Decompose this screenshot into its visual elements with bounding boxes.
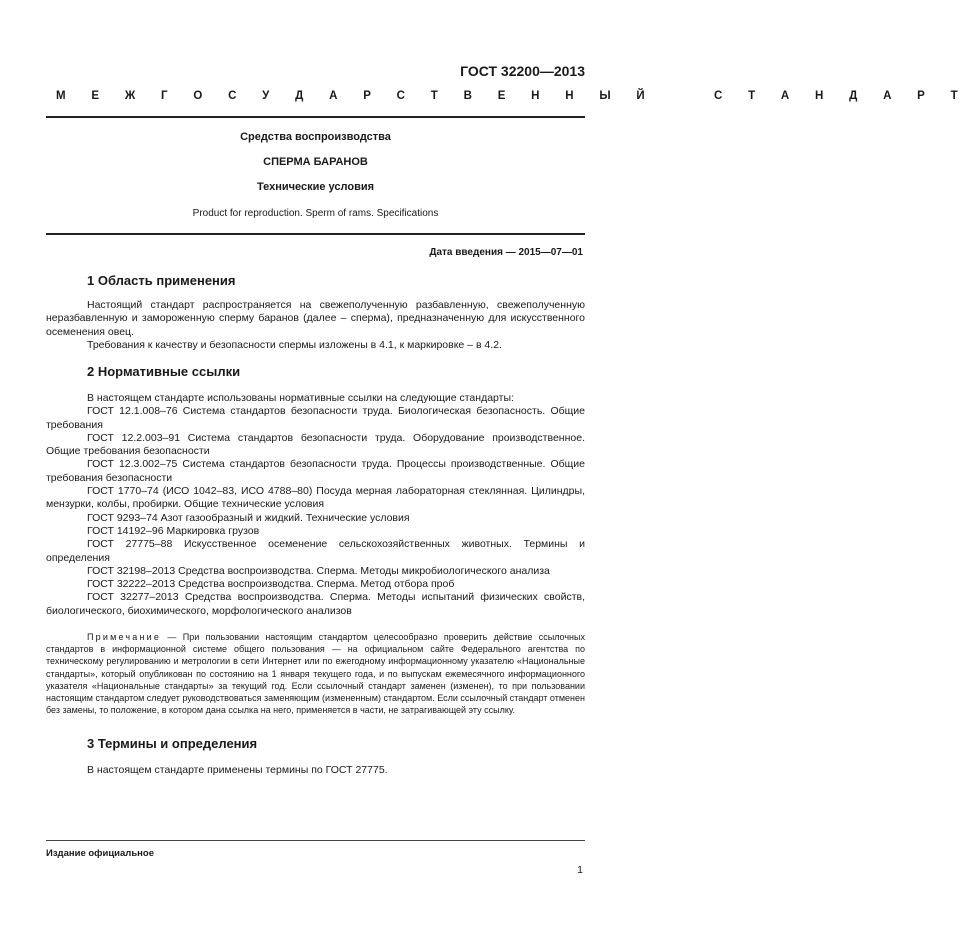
section-1-paragraph: Требования к качеству и безопасности спермы изложены в 4.1, к маркировке – в 4.2. — [87, 338, 502, 351]
document-title: СПЕРМА БАРАНОВ — [263, 156, 368, 168]
references-intro: В настоящем стандарте использованы нормативные ссылки на следующие стандарты: — [87, 392, 514, 404]
section-2-heading: 2 Нормативные ссылки — [87, 364, 241, 379]
title-divider — [46, 233, 585, 235]
reference-item: ГОСТ 1770–74 (ИСО 1042–83, ИСО 4788–80) Посуда мерная лабораторная стеклянная. Цилиндры, мензурки, колбы, пробирки. Общие технические условия — [46, 485, 585, 511]
reference-item: ГОСТ 32222–2013 Средства воспроизводства. Сперма. Метод отбора проб — [87, 578, 455, 591]
introduction-date-value: — 2015—07—01 — [505, 247, 583, 258]
note-label: Примечание — [87, 632, 162, 642]
reference-item: ГОСТ 12.2.003–91 Система стандартов безопасности труда. Оборудование производственное. Общие требования безопасности — [46, 431, 585, 458]
references-list — [46, 392, 585, 618]
reference-item: ГОСТ 14192–96 Маркировка грузов — [87, 524, 260, 537]
document-subtitle: Средства воспроизводства — [240, 131, 391, 143]
section-1-body — [46, 299, 585, 352]
note-text: — При пользовании настоящим стандартом целесообразно проверить действие ссылочных стандартов в информационной системе общего пользования — на официальном сайте Федерального агентства по техническому регулированию и метрологии в сети Интернет или по ежегодному информационному указателю «Национальные стандарты», который опубликован по состоянию на 1 января текущего года, и по выпускам ежемесячного информационного указателя «Национальные стандарты» за текущий год. Если ссылочный стандарт заменен (изменен), то при пользовании настоящим стандартом следует руководствоваться заменяющим (измененным) стандартом. Если ссылочный стандарт отменен без замены, то положение, в котором дана ссылка на него, применяется в части, не затрагивающей эту ссылку. — [46, 632, 585, 716]
reference-item: ГОСТ 12.3.002–75 Система стандартов безопасности труда. Процессы производственные. Общие требования безопасности — [46, 458, 585, 484]
official-edition-label: Издание официальное — [46, 848, 154, 859]
section-1-paragraph: Настоящий стандарт распространяется на свежеполученную разбавленную, свежеполученную неразбавленную и замороженную сперму баранов (далее – сперма), предназначенную для искусственного осеменения овец. — [46, 299, 585, 338]
references-note — [46, 631, 585, 716]
reference-item: ГОСТ 32198–2013 Средства воспроизводства. Сперма. Методы микробиологического анализа — [87, 564, 550, 577]
reference-item: ГОСТ 32277–2013 Средства воспроизводства. Сперма. Методы испытаний физических свойств, биологического, биохимического, морфологического анализов — [46, 591, 585, 617]
header-divider — [46, 116, 585, 118]
introduction-date — [429, 247, 583, 258]
section-1-heading: 1 Область применения — [87, 273, 236, 288]
reference-item: ГОСТ 12.1.008–76 Система стандартов безопасности труда. Биологическая безопасность. Общие требования — [46, 405, 585, 431]
standard-number: ГОСТ 32200—2013 — [460, 63, 585, 79]
page-number: 1 — [577, 864, 583, 876]
section-3-paragraph: В настоящем стандарте применены термины по ГОСТ 27775. — [87, 764, 388, 776]
document-spec-type: Технические условия — [256, 181, 375, 193]
introduction-date-label: Дата введения — [429, 247, 503, 258]
reference-item: ГОСТ 9293–74 Азот газообразный и жидкий. Технические условия — [87, 511, 410, 524]
footer-divider — [46, 840, 585, 841]
section-3-body — [46, 764, 585, 777]
interstate-standard-label: М Е Ж Г О С У Д А Р С Т В Е Н Н Ы Й С Т А Н Д А Р Т — [56, 90, 969, 102]
document-english-title: Product for reproduction. Sperm of rams. Specifications — [192, 208, 439, 219]
section-3-heading: 3 Термины и определения — [87, 736, 258, 751]
reference-item: ГОСТ 27775–88 Искусственное осеменение сельскохозяйственных животных. Термины и определения — [46, 538, 585, 564]
